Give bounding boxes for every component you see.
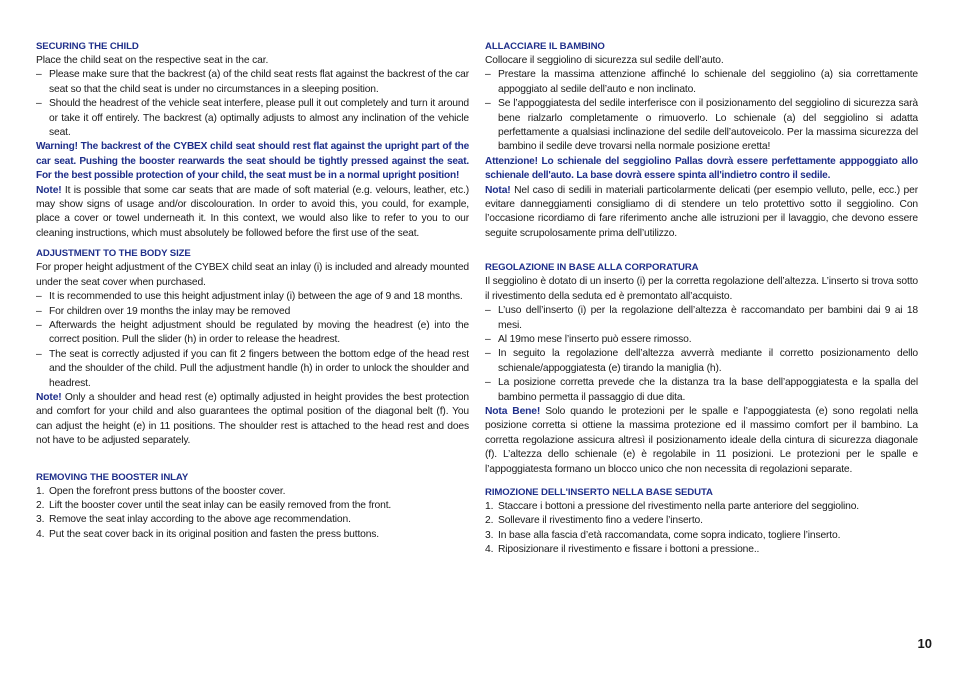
note-text: Only a shoulder and head rest (e) optimally adjusted in height provides the best protection and comfort for your child and also guarantees the optimal position of the diagonal belt (f). You can adjust the height (e) in 11 positions. The shoulder rest is attached to the head rest and does not have to be adjusted separately. [36, 391, 469, 447]
list-item: – Please make sure that the backrest (a) of the child seat rests flat against the backrest of the car seat so that the child seat is under no circumstances in a sleeping position. [36, 68, 469, 97]
numbered-list [36, 485, 469, 543]
intro-text: For proper height adjustment of the CYBEX child seat an inlay (i) is included and already mounted under the seat cover when purchased. [36, 262, 469, 288]
note-text: Solo quando le protezioni per le spalle e l’appoggiatesta (e) sono regolati nella posizione corretta si ottiene la massima protezione ed il massimo comfort per il bambino. La corretta regolazione assicura altresì il posizionamento ideale della cintura di sicurezza diagonale (f). L’altezza dello schienale (e) è regolabile in 11 posizioni. Le protezioni per le spalle e l’appoggiatesta formano un blocco unico che non necessita di regolazioni separate. [485, 405, 918, 475]
warning-text: Attenzione! Lo schienale del seggiolino Pallas dovrà essere perfettamente apppoggiato allo schienale dell'auto. La base dovrà essere spinta all'indietro contro il sedile. [485, 155, 918, 182]
section-title: ALLACCIARE IL BAMBINO [485, 41, 605, 52]
list-item: 2. Sollevare il rivestimento fino a vedere l’inserto. [485, 515, 703, 527]
left-column [36, 40, 469, 542]
note-label: Nota Bene! [485, 405, 541, 417]
warning-text: Warning! The backrest of the CYBEX child seat should rest flat against the upright part of the car seat. Pushing the booster rearwards the seat should be tightly pressed against the seat. For the best possible protection of your child, the seat must be in a normal upright position! [36, 141, 469, 182]
list-item: 4. Riposizionare il rivestimento e fissare i bottoni a pressione.. [485, 544, 760, 556]
numbered-list [485, 500, 918, 558]
list-item: 4. Put the seat cover back in its original position and fasten the press buttons. [36, 528, 380, 540]
section-title: RIMOZIONE DELL'INSERTO NELLA BASE SEDUTA [485, 486, 713, 498]
list-item: – La posizione corretta prevede che la distanza tra la base dell’appoggiatesta e la spalla del bambino permetta il passaggio di due dita. [485, 376, 918, 405]
list-item: – L’uso dell’inserto (i) per la regolazione dell’altezza è raccomandato per bambini dai 9 ai 18 mesi. [485, 304, 918, 333]
section-securing-child [36, 40, 469, 241]
note-paragraph [485, 184, 918, 242]
list-item: – Se l’appoggiatesta del sedile interferisce con il posizionamento del seggiolino di sicurezza sarà bene rialzarlo completamente o rimuoverlo. Lo schienale (a) del seggiolino si adatta perfettamente a qualsiasi inclinazione del sedile dell’autoveicolo. Per la massima sicurezza del bambino il sedile deve trovarsi nella normale posizione eretta! [485, 97, 918, 155]
list-item: – Should the headrest of the vehicle seat interfere, please pull it out completely and turn it around or take it off entirely. The backrest (a) optimally adjusts to almost any inclination of the vehicle seat. [36, 97, 469, 140]
list-item: – Afterwards the height adjustment should be regulated by moving the headrest (e) into the correct position. Pull the slider (h) in order to release the headrest. [36, 319, 469, 348]
section-title: ADJUSTMENT TO THE BODY SIZE [36, 248, 191, 260]
bullet-list [36, 68, 469, 140]
note-paragraph [485, 405, 918, 477]
intro-text: Il seggiolino è dotato di un inserto (i) per la corretta regolazione dell’altezza. L’inserto si trova sotto il rivestimento della seduta ed è premontato all’acquisto. [485, 276, 918, 302]
list-item: 1. Open the forefront press buttons of the booster cover. [36, 485, 286, 497]
section-title: SECURING THE CHILD [36, 41, 139, 52]
list-item: 2. Lift the booster cover until the seat inlay can be easily removed from the front. [36, 499, 392, 511]
note-paragraph [36, 391, 469, 449]
section-title: REGOLAZIONE IN BASE ALLA CORPORATURA [485, 262, 699, 274]
list-item: 3. Remove the seat inlay according to the above age recommendation. [36, 514, 351, 526]
list-item: – It is recommended to use this height adjustment inlay (i) between the age of 9 and 18 months. [36, 290, 469, 304]
right-column [485, 40, 918, 558]
list-item: 3. In base alla fascia d’età raccomandata, come sopra indicato, togliere l’inserto. [485, 529, 841, 541]
bullet-list [36, 290, 469, 391]
list-item: – Al 19mo mese l’inserto può essere rimosso. [485, 333, 918, 347]
bullet-list [485, 304, 918, 405]
note-paragraph [36, 184, 469, 242]
section-body-size [36, 247, 469, 448]
list-item: – The seat is correctly adjusted if you can fit 2 fingers between the bottom edge of the head rest and the shoulder of the child. Pull the adjustment handle (h) in order to unlock the shoulder and headrest. [36, 348, 469, 391]
note-text: Nel caso di sedili in materiali particolarmente delicati (per esempio velluto, pelle, ecc.) per evitare danneggiamenti consigliamo di di stendere un telo protettivo sotto il seggiolino. Con l’occasione ricordiamo di fare riferimento anche alle istruzioni per il lavaggio, che devono essere seguite scrupolosamente prima dell’utilizzo. [485, 184, 918, 239]
bullet-list [485, 68, 918, 154]
intro-text: Collocare il seggiolino di sicurezza sul sedile dell’auto. [485, 55, 724, 66]
list-item: 1. Staccare i bottoni a pressione del rivestimento nella parte anteriore del seggiolino. [485, 500, 860, 512]
section-regolazione [485, 261, 918, 477]
list-item: – In seguito la regolazione dell’altezza avverrà mediante il corretto posizionamento dello schienale/appoggiatesta (e) tirando la maniglia (h). [485, 347, 918, 376]
section-removing-inlay [36, 471, 469, 543]
note-label: Note! [36, 184, 62, 196]
intro-text: Place the child seat on the respective seat in the car. [36, 55, 269, 66]
note-text: It is possible that some car seats that are made of soft material (e.g. velours, leather, etc.) may show signs of usage and/or discolouration. In order to avoid this, you could, for example, place a cover or towel underneath it. In this context, we would also like to refer to you to our cleaning instructions, which must absolutely be followed before the first use of the seat. [36, 184, 469, 239]
section-title: REMOVING THE BOOSTER INLAY [36, 471, 189, 483]
note-label: Note! [36, 391, 62, 403]
note-label: Nota! [485, 184, 511, 196]
page-number: 10 [917, 636, 932, 651]
list-item: – Prestare la massima attenzione affinché lo schienale del seggiolino (a) sia correttamente appoggiato al sedile dell’auto e non inclinato. [485, 68, 918, 97]
section-allacciare [485, 40, 918, 241]
section-rimozione [485, 486, 918, 558]
list-item: – For children over 19 months the inlay may be removed [36, 305, 469, 319]
